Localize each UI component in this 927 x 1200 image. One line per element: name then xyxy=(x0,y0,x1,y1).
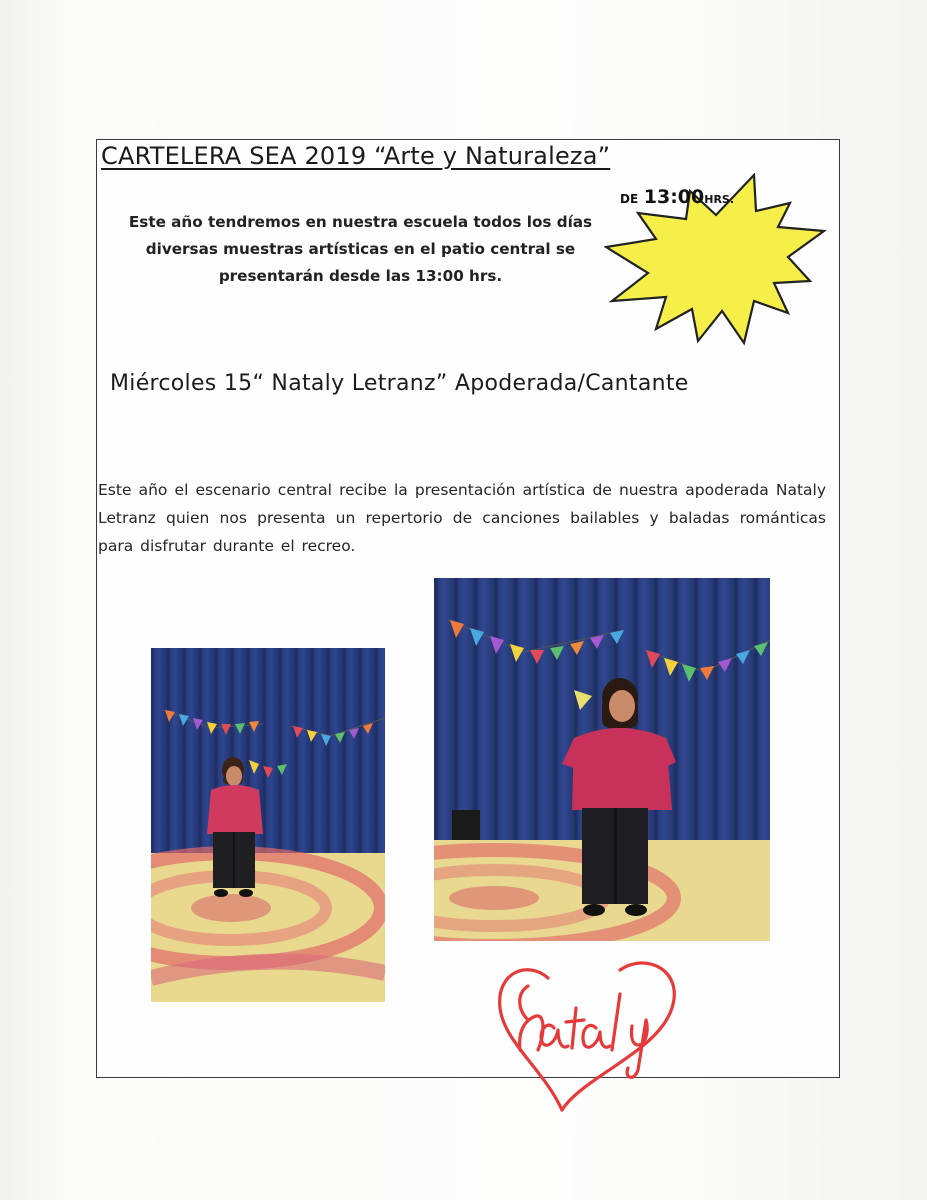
singer-photo-large xyxy=(434,578,770,941)
description-paragraph: Este año el escenario central recibe la presentación artística de nuestra apoderada Nataly Letranz quien nos presenta un repertorio de canciones bailables y baladas románticas para disfrutar durante el recreo. xyxy=(98,481,826,555)
event-line: Miércoles 15“ Nataly Letranz” Apoderada/Cantante xyxy=(110,371,689,396)
burst-time: 13:00 xyxy=(643,186,705,208)
burst-suffix: HRS. xyxy=(704,193,735,206)
burst-prefix: DE xyxy=(620,192,639,206)
poster-title: CARTELERA SEA 2019 “Arte y Naturaleza” xyxy=(101,142,611,170)
intro-paragraph: Este año tendremos en nuestra escuela todos los días diversas muestras artísticas en el patio central se presentarán desde las 13:00 hrs. xyxy=(128,213,593,285)
singer-photo-small xyxy=(151,648,385,1002)
signature-heart-icon xyxy=(488,950,688,1115)
burst-time-label xyxy=(620,186,734,208)
